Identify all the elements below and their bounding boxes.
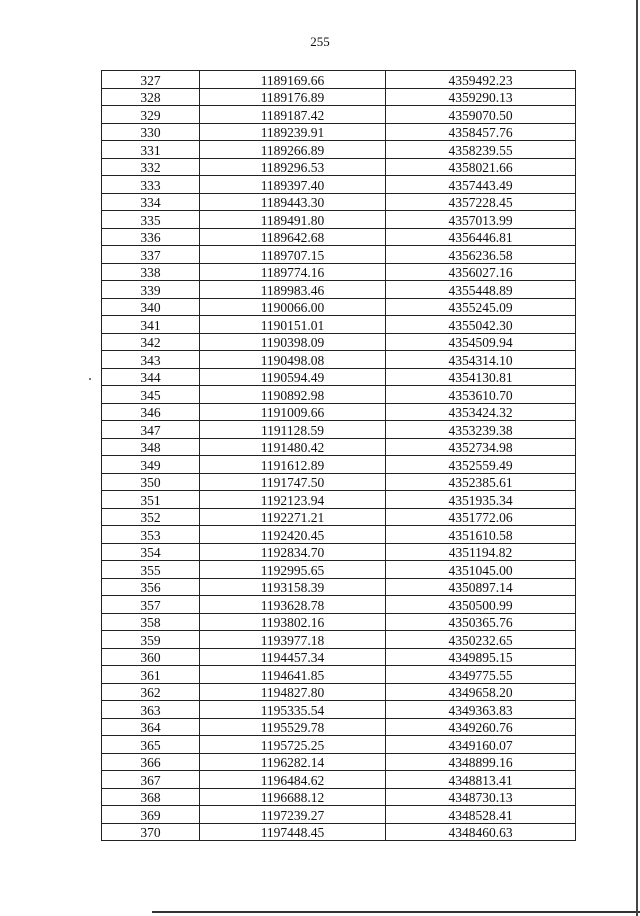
table-row [102,246,576,264]
table-row [102,193,576,211]
x-coordinate-cell: 1190151.01 [200,316,386,334]
point-number-cell: 346 [102,403,200,421]
y-coordinate-cell: 4354509.94 [386,333,576,351]
point-number-cell: 347 [102,421,200,439]
table-row [102,176,576,194]
y-coordinate-cell: 4350232.65 [386,631,576,649]
y-coordinate-cell: 4349658.20 [386,683,576,701]
x-coordinate-cell: 1196688.12 [200,788,386,806]
x-coordinate-cell: 1196484.62 [200,771,386,789]
x-coordinate-cell: 1189491.80 [200,211,386,229]
table-row [102,648,576,666]
y-coordinate-cell: 4352734.98 [386,438,576,456]
table-row [102,421,576,439]
point-number-cell: 360 [102,648,200,666]
point-number-cell: 331 [102,141,200,159]
point-number-cell: 361 [102,666,200,684]
y-coordinate-cell: 4356027.16 [386,263,576,281]
table-row [102,473,576,491]
y-coordinate-cell: 4355042.30 [386,316,576,334]
y-coordinate-cell: 4358021.66 [386,158,576,176]
y-coordinate-cell: 4348730.13 [386,788,576,806]
x-coordinate-cell: 1194641.85 [200,666,386,684]
point-number-cell: 370 [102,823,200,841]
x-coordinate-cell: 1189774.16 [200,263,386,281]
table-row [102,736,576,754]
point-number-cell: 334 [102,193,200,211]
y-coordinate-cell: 4349363.83 [386,701,576,719]
point-number-cell: 342 [102,333,200,351]
x-coordinate-cell: 1192995.65 [200,561,386,579]
y-coordinate-cell: 4349775.55 [386,666,576,684]
y-coordinate-cell: 4359492.23 [386,71,576,89]
y-coordinate-cell: 4349160.07 [386,736,576,754]
x-coordinate-cell: 1189397.40 [200,176,386,194]
x-coordinate-cell: 1192123.94 [200,491,386,509]
table-row [102,666,576,684]
x-coordinate-cell: 1189266.89 [200,141,386,159]
x-coordinate-cell: 1193158.39 [200,578,386,596]
y-coordinate-cell: 4356236.58 [386,246,576,264]
y-coordinate-cell: 4351772.06 [386,508,576,526]
point-number-cell: 344 [102,368,200,386]
y-coordinate-cell: 4359070.50 [386,106,576,124]
x-coordinate-cell: 1195335.54 [200,701,386,719]
table-row [102,106,576,124]
y-coordinate-cell: 4348813.41 [386,771,576,789]
y-coordinate-cell: 4350897.14 [386,578,576,596]
x-coordinate-cell: 1194457.34 [200,648,386,666]
x-coordinate-cell: 1189187.42 [200,106,386,124]
table-row [102,508,576,526]
point-number-cell: 351 [102,491,200,509]
table-row [102,788,576,806]
table-row [102,71,576,89]
table-row [102,806,576,824]
y-coordinate-cell: 4358239.55 [386,141,576,159]
x-coordinate-cell: 1191747.50 [200,473,386,491]
page-number: 255 [310,34,330,49]
point-number-cell: 363 [102,701,200,719]
y-coordinate-cell: 4351610.58 [386,526,576,544]
table-row [102,123,576,141]
x-coordinate-cell: 1195529.78 [200,718,386,736]
table-row [102,753,576,771]
scan-edge-bottom [152,911,640,913]
table-row [102,368,576,386]
point-number-cell: 354 [102,543,200,561]
x-coordinate-cell: 1189176.89 [200,88,386,106]
point-number-cell: 358 [102,613,200,631]
x-coordinate-cell: 1189169.66 [200,71,386,89]
point-number-cell: 335 [102,211,200,229]
y-coordinate-cell: 4350500.99 [386,596,576,614]
point-number-cell: 359 [102,631,200,649]
point-number-cell: 328 [102,88,200,106]
point-number-cell: 355 [102,561,200,579]
point-number-cell: 332 [102,158,200,176]
x-coordinate-cell: 1189443.30 [200,193,386,211]
table-row [102,141,576,159]
scan-edge-right [636,0,638,916]
x-coordinate-cell: 1192271.21 [200,508,386,526]
table-row [102,88,576,106]
point-number-cell: 367 [102,771,200,789]
point-number-cell: 340 [102,298,200,316]
table-row [102,561,576,579]
point-number-cell: 343 [102,351,200,369]
x-coordinate-cell: 1193628.78 [200,596,386,614]
x-coordinate-cell: 1191009.66 [200,403,386,421]
y-coordinate-cell: 4350365.76 [386,613,576,631]
point-number-cell: 350 [102,473,200,491]
point-number-cell: 341 [102,316,200,334]
table-row [102,228,576,246]
y-coordinate-cell: 4353239.38 [386,421,576,439]
table-row [102,596,576,614]
point-number-cell: 329 [102,106,200,124]
table-row [102,526,576,544]
point-number-cell: 357 [102,596,200,614]
y-coordinate-cell: 4351194.82 [386,543,576,561]
table-row [102,351,576,369]
point-number-cell: 369 [102,806,200,824]
y-coordinate-cell: 4355245.09 [386,298,576,316]
table-row [102,158,576,176]
point-number-cell: 368 [102,788,200,806]
x-coordinate-cell: 1189296.53 [200,158,386,176]
point-number-cell: 337 [102,246,200,264]
point-number-cell: 364 [102,718,200,736]
point-number-cell: 339 [102,281,200,299]
table-row [102,491,576,509]
x-coordinate-cell: 1191612.89 [200,456,386,474]
x-coordinate-cell: 1195725.25 [200,736,386,754]
y-coordinate-cell: 4353610.70 [386,386,576,404]
y-coordinate-cell: 4357013.99 [386,211,576,229]
coordinates-table [101,70,576,841]
y-coordinate-cell: 4356446.81 [386,228,576,246]
y-coordinate-cell: 4348899.16 [386,753,576,771]
point-number-cell: 352 [102,508,200,526]
y-coordinate-cell: 4351045.00 [386,561,576,579]
table-row [102,683,576,701]
table-row [102,386,576,404]
y-coordinate-cell: 4358457.76 [386,123,576,141]
point-number-cell: 356 [102,578,200,596]
point-number-cell: 327 [102,71,200,89]
x-coordinate-cell: 1189983.46 [200,281,386,299]
coordinates-table-body [102,71,576,841]
x-coordinate-cell: 1191128.59 [200,421,386,439]
y-coordinate-cell: 4348528.41 [386,806,576,824]
table-row [102,263,576,281]
table-row [102,631,576,649]
x-coordinate-cell: 1190892.98 [200,386,386,404]
x-coordinate-cell: 1189239.91 [200,123,386,141]
table-row [102,298,576,316]
y-coordinate-cell: 4359290.13 [386,88,576,106]
x-coordinate-cell: 1190398.09 [200,333,386,351]
table-row [102,543,576,561]
x-coordinate-cell: 1190498.08 [200,351,386,369]
point-number-cell: 349 [102,456,200,474]
table-row [102,718,576,736]
y-coordinate-cell: 4354130.81 [386,368,576,386]
x-coordinate-cell: 1192420.45 [200,526,386,544]
table-row [102,771,576,789]
point-number-cell: 348 [102,438,200,456]
y-coordinate-cell: 4348460.63 [386,823,576,841]
table-row [102,823,576,841]
x-coordinate-cell: 1193802.16 [200,613,386,631]
table-row [102,456,576,474]
table-row [102,211,576,229]
y-coordinate-cell: 4354314.10 [386,351,576,369]
point-number-cell: 345 [102,386,200,404]
point-number-cell: 330 [102,123,200,141]
y-coordinate-cell: 4357228.45 [386,193,576,211]
point-number-cell: 338 [102,263,200,281]
table-row [102,333,576,351]
y-coordinate-cell: 4357443.49 [386,176,576,194]
x-coordinate-cell: 1196282.14 [200,753,386,771]
y-coordinate-cell: 4349895.15 [386,648,576,666]
x-coordinate-cell: 1190066.00 [200,298,386,316]
y-coordinate-cell: 4349260.76 [386,718,576,736]
table-row [102,281,576,299]
table-row [102,403,576,421]
x-coordinate-cell: 1191480.42 [200,438,386,456]
x-coordinate-cell: 1189707.15 [200,246,386,264]
y-coordinate-cell: 4355448.89 [386,281,576,299]
x-coordinate-cell: 1194827.80 [200,683,386,701]
y-coordinate-cell: 4353424.32 [386,403,576,421]
y-coordinate-cell: 4352385.61 [386,473,576,491]
table-row [102,438,576,456]
table-row [102,701,576,719]
point-number-cell: 365 [102,736,200,754]
x-coordinate-cell: 1193977.18 [200,631,386,649]
x-coordinate-cell: 1190594.49 [200,368,386,386]
x-coordinate-cell: 1189642.68 [200,228,386,246]
x-coordinate-cell: 1192834.70 [200,543,386,561]
point-number-cell: 336 [102,228,200,246]
point-number-cell: 366 [102,753,200,771]
table-row [102,613,576,631]
x-coordinate-cell: 1197448.45 [200,823,386,841]
table-row [102,578,576,596]
point-number-cell: 362 [102,683,200,701]
point-number-cell: 333 [102,176,200,194]
table-row [102,316,576,334]
point-number-cell: 353 [102,526,200,544]
y-coordinate-cell: 4352559.49 [386,456,576,474]
y-coordinate-cell: 4351935.34 [386,491,576,509]
x-coordinate-cell: 1197239.27 [200,806,386,824]
scan-speck [89,378,91,380]
